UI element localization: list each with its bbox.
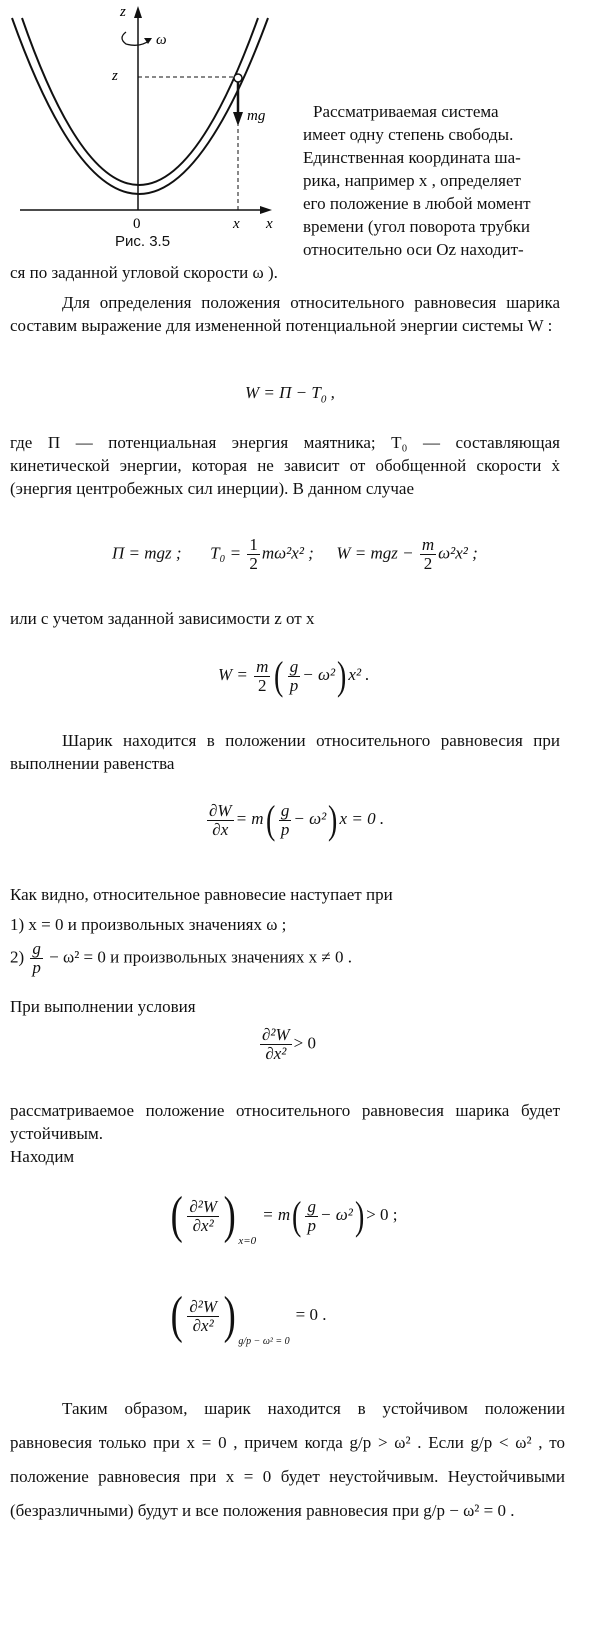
eq6-mid: = m (262, 1204, 291, 1224)
figure-caption: Рис. 3.5 (115, 233, 171, 250)
paragraph-where: где П — потенциальная энергия маятника; T₀ — составляющая кинетической энергии, которая не зависит от обобщенной скорости ẋ (энергия центробежных сил инерции). В данном случае (10, 433, 560, 498)
eq3-tail: x² . (348, 664, 370, 684)
eq3-g-over-p: $\frac{g}{p}$ (289, 656, 299, 695)
paragraph-potential-energy: Для определения положения относительного равновесия шарика составим выражение для измененной потенциальной энергии системы W : (10, 293, 560, 335)
label-x-level: x (233, 216, 240, 232)
equation-dW-dx: $\frac{\partial W}{\partial x}$ = m( $\frac{g}{p}$ − ω²) x = 0 . (209, 797, 385, 842)
equation-set-energies (112, 536, 478, 573)
label-origin: 0 (133, 216, 141, 232)
eq7-sub: g/p − ω² = 0 (238, 1335, 290, 1347)
eq2-w-left: W = mgz − (336, 543, 418, 563)
intro-line: времени (угол поворота трубки (303, 217, 530, 236)
intro-line: его положение в любой момент (303, 194, 531, 213)
eq4-mid: = m (235, 808, 264, 828)
eq6-sub: x=0 (238, 1234, 257, 1247)
equation-second-derivative-at-boundary: ( $\frac{\text{∂²W}}{\text{∂x²}}$ ) $_{g/p - \omega^2 = 0}$= 0 . (170, 1287, 327, 1347)
paragraph-stable: рассматриваемое положение относительного равновесия шарика будет устойчивым. (10, 1101, 560, 1143)
eq4-g-over-p: $\frac{g}{p}$ (280, 800, 290, 839)
mg-arrow-head-icon (233, 112, 243, 126)
intro-line: относительно оси Oz находит- (303, 240, 524, 259)
eq6-tail: > 0 ; (366, 1204, 398, 1224)
equation-W-of-x: W = $\frac{m}{2}$ ( $\frac{g}{p}$ − ω²) x² . (218, 653, 370, 698)
eq2-pi: П = mgz ; (112, 543, 182, 563)
intro-line: Единственная координата ша- (303, 148, 521, 167)
intro-last-line: ся по заданной угловой скорости ω ). (10, 263, 278, 282)
eq1-tail: , (326, 383, 335, 402)
paragraph-we-find: Находим (10, 1147, 75, 1166)
list-item-2 (10, 940, 570, 977)
eq5-rest: > 0 (293, 1033, 317, 1053)
intro-line: имеет одну степень свободы. (303, 125, 514, 144)
item2-prefix: 2) (10, 947, 25, 967)
label-z-level: z (112, 68, 118, 84)
x-axis-arrow-icon (260, 206, 272, 214)
intro-line: рика, например x , определяет (303, 171, 521, 190)
ball (234, 74, 242, 82)
equation-W (245, 382, 335, 407)
parabola-diagram (0, 0, 300, 260)
eq6-second-derivative: $\frac{\text{∂²W}}{\text{∂x²}}$ (189, 1196, 217, 1235)
eq3-m-half: $\frac{m}{2}$ (256, 656, 269, 695)
equation-second-derivative-condition (258, 1026, 316, 1063)
label-z-axis: z (120, 4, 126, 20)
paragraph-dependency: или с учетом заданной зависимости z от x (10, 609, 315, 628)
paragraph-as-seen: Как видно, относительное равновесие наступает при (10, 885, 393, 904)
eq3-left: W = (218, 664, 253, 684)
eq2-t0-right: mω²x² ; (261, 543, 314, 563)
eq2-w-right: ω²x² ; (438, 543, 478, 563)
eq7-second-derivative: $\frac{\text{∂²W}}{\text{∂x²}}$ (189, 1296, 217, 1335)
intro-line: Рассматриваемая система (313, 102, 499, 121)
eq2-t0-left: T₀ = (210, 543, 246, 563)
paragraph-equilibrium: Шарик находится в положении относительного равновесия при выполнении равенства (10, 731, 560, 773)
label-x-axis: x (266, 216, 273, 232)
list-item-1: 1) x = 0 и произвольных значениях ω ; (10, 915, 287, 934)
eq4-derivative: $\frac{\partial W}{\partial x}$ (209, 800, 232, 839)
eq1-left: W = П − T (245, 383, 321, 402)
label-mg: mg (247, 108, 266, 124)
eq4-tail: x = 0 . (339, 808, 385, 828)
figure-3-5 (0, 0, 300, 260)
eq2-m-half-fraction: $\frac{m}{2}$ (421, 535, 435, 573)
eq5-second-derivative: $\frac{\text{∂²W}}{\text{∂x²}}$ (262, 1025, 290, 1063)
eq3-inner-right: − ω² (302, 664, 336, 684)
eq1-sub: 0 (320, 393, 327, 406)
eq6-inner-right: − ω² (319, 1204, 353, 1224)
intro-column (303, 100, 561, 261)
equation-second-derivative-at-zero: ( $\frac{\text{∂²W}}{\text{∂x²}}$ ) $_{x=0}$= m( $\frac{g}{p}$ − ω²) > 0 ; (170, 1187, 398, 1247)
label-omega: ω (156, 32, 167, 48)
eq6-g-over-p: $\frac{g}{p}$ (307, 1196, 316, 1235)
paragraph-condition: При выполнении условия (10, 997, 196, 1016)
paragraph-conclusion: Таким образом, шарик находится в устойчивом положении равновесия только при x = 0 , причем когда g/p > ω² . Если g/p < ω² , то положение равновесия при x = 0 будет неустойчивым. Неустойчивыми (безразличными) будут и все положения равновесия при g/p − ω² = 0 . (10, 1399, 565, 1520)
item2-g-over-p: $\frac{g}{p}$ (32, 939, 41, 977)
eq4-inner-right: − ω² (293, 808, 327, 828)
item2-rest: − ω² = 0 и произвольных значениях x ≠ 0 . (49, 947, 352, 967)
z-axis-arrow-icon (134, 6, 142, 18)
eq7-tail: = 0 . (295, 1304, 327, 1324)
tube-inner-line (22, 18, 258, 185)
eq2-half-fraction: $\frac{1}{2}$ (249, 535, 258, 573)
